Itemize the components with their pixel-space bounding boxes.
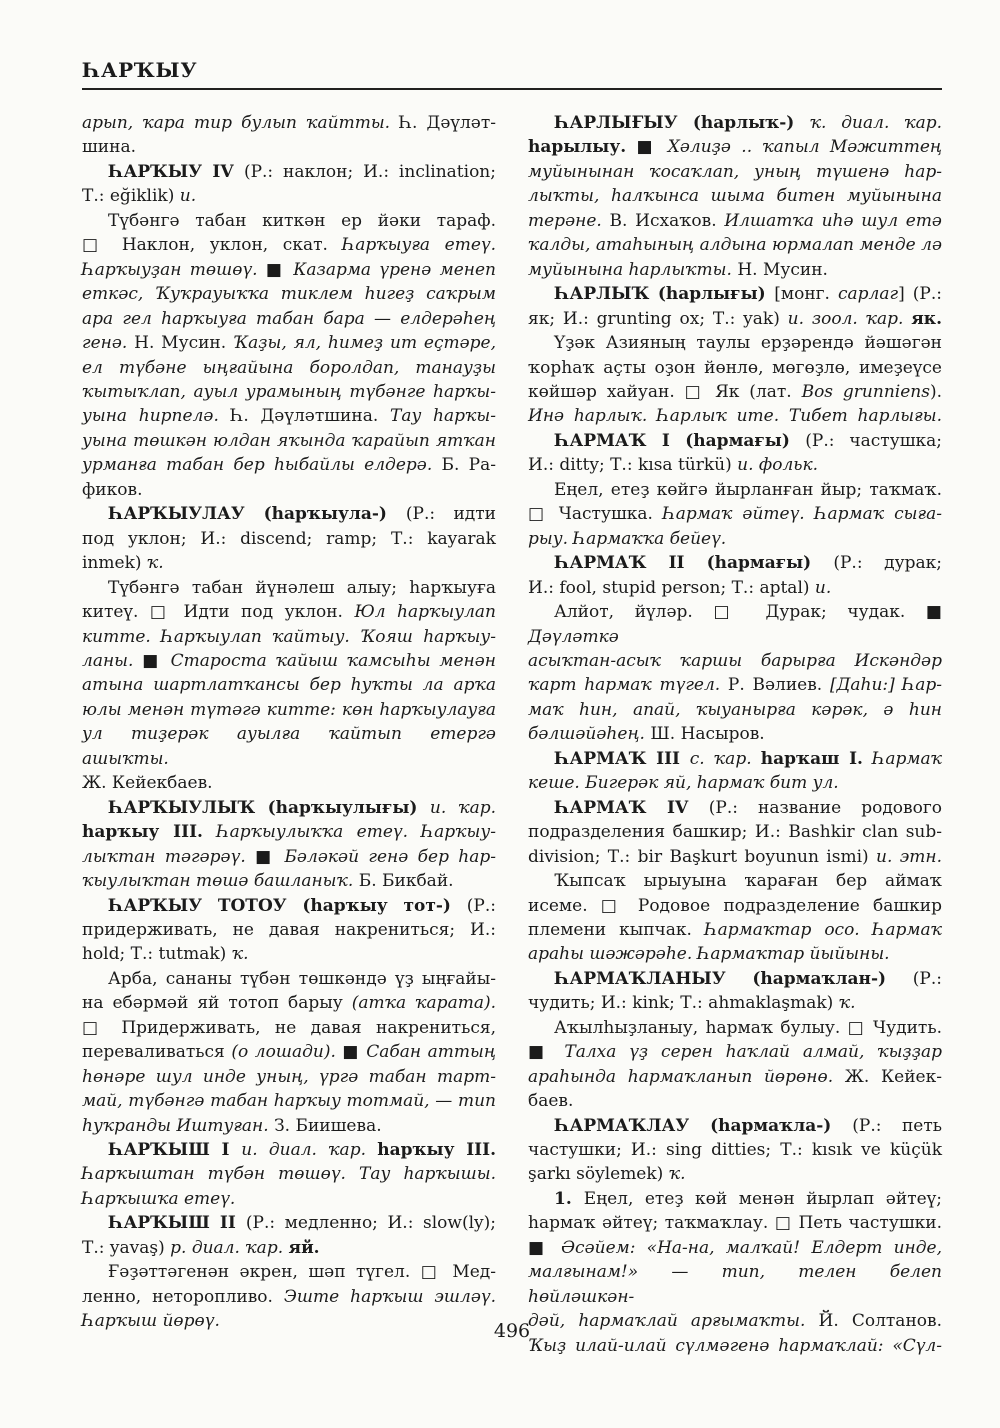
text-run: (о лошади). — [231, 1042, 336, 1063]
text-run: ҺАРҠЫУ IV — [108, 161, 244, 182]
text-run: Bos grunniens — [801, 381, 930, 402]
text-run: май, түбәнгә табан һарҡыу тотмай, — тип — [82, 1091, 496, 1112]
text-line — [528, 453, 942, 477]
text-line — [528, 673, 942, 697]
text-line — [82, 527, 496, 551]
text-run: Алйот, йүләр. □ Дурак; чудак. ■ — [554, 602, 942, 623]
text-line — [82, 918, 496, 942]
text-line — [82, 233, 496, 257]
text-line — [528, 1260, 942, 1309]
text-run: и. ҡар. — [429, 797, 496, 818]
text-line — [82, 160, 496, 184]
text-run: Һ. Дәүләт- — [390, 113, 496, 133]
text-run: Һармаҡ — [872, 748, 942, 769]
text-line — [528, 1089, 942, 1113]
text-line — [528, 551, 942, 575]
text-line — [528, 233, 942, 257]
text-run: Казарма үренә менеп — [293, 259, 497, 280]
text-run: придерживать, не давая накрениться; И.: — [82, 919, 496, 940]
text-line — [82, 478, 496, 502]
text-run: ■ — [528, 1042, 565, 1063]
text-line — [82, 991, 496, 1015]
text-run: ҺАРМАҠ IV — [554, 797, 709, 818]
text-run: Инә һарлыҡ. Һарлыҡ ите. Тибет һарлығы. — [528, 406, 942, 427]
text-run: ҡ. — [668, 1164, 686, 1185]
text-line — [528, 1114, 942, 1138]
text-run: Юл һарҡыулап — [354, 602, 497, 623]
text-line — [528, 649, 942, 673]
text-run: муйынынан ҡосаҡлап, уның түшенә һар- — [528, 161, 942, 182]
text-run: ҺАРМАҠ II (һармағы) — [554, 553, 834, 574]
text-run: □ Частушка. — [528, 504, 663, 525]
text-run: Н. Мусин. — [127, 333, 233, 354]
text-line — [528, 356, 942, 380]
text-run: малғынам!» — тип, телен белеп һөйләшкән- — [528, 1262, 942, 1307]
text-run: (Р.: дурак; — [833, 553, 942, 574]
text-run: (Р.: название родового — [708, 797, 942, 818]
text-run: Һармаҡ әйтеү. Һармаҡ сыға- — [663, 504, 942, 525]
text-line — [528, 429, 942, 453]
text-line — [82, 600, 496, 624]
text-line — [528, 698, 942, 722]
header-rule — [82, 88, 942, 90]
text-run: яй. — [288, 1237, 320, 1258]
text-run: һарҡыу III. — [377, 1140, 497, 1161]
text-run: племени кыпчак. — [528, 919, 705, 940]
text-line — [528, 991, 942, 1015]
text-run: як. — [911, 308, 942, 329]
text-line — [82, 673, 496, 697]
text-run: баев. — [528, 1091, 574, 1112]
text-line — [82, 869, 496, 893]
text-run: китеү. □ Идти под уклон. — [82, 602, 355, 623]
text-line — [82, 771, 496, 795]
text-line — [528, 918, 942, 942]
text-run: асыҡтан-асыҡ ҡаршы барырға Искәндәр — [528, 650, 942, 671]
text-line — [82, 1236, 496, 1260]
text-line — [528, 135, 942, 159]
text-line — [528, 1138, 942, 1162]
text-line — [528, 796, 942, 820]
text-run: Ҡаҙы, ял, һимеҙ ит еҫтәре, — [232, 333, 496, 354]
text-run: һарҡаш I. — [760, 748, 873, 769]
text-run: Ғәҙәттәгенән әкрен, шәп түгел. □ Мед- — [108, 1262, 496, 1283]
text-line — [528, 478, 942, 502]
text-line — [82, 1187, 496, 1211]
text-run: и. фольк. — [737, 455, 819, 476]
text-run: араһында һармаҡланып йөрөнө. — [528, 1066, 834, 1087]
text-line — [82, 1138, 496, 1162]
text-line — [528, 942, 942, 966]
text-run: Арба, сананы түбән төшкәндә үҙ ыңғайы- — [108, 968, 496, 989]
text-run: ул тиҙерәк ауылға ҡайтып етергә ашыҡты. — [82, 724, 496, 769]
text-line — [82, 820, 496, 844]
text-run: урманға табан бер һыбайлы елдерә. — [82, 455, 433, 476]
text-run: И.: ditty; Т.: kısa türkü) — [528, 455, 738, 476]
text-run: Һ. Дәүләтшина. — [218, 406, 390, 427]
text-run: Һарҡыштан түбән төшөү. Тау һарҡышы. — [82, 1164, 496, 1185]
text-run: ■ — [335, 1042, 367, 1063]
text-run: һарылыу. — [528, 137, 627, 158]
page-number: 496 — [493, 1320, 531, 1342]
text-run: һармаҡ әйтеү; таҡмаҡлау. □ Петь частушки. — [528, 1213, 942, 1234]
text-run: ҺАРҠЫШ II — [108, 1213, 246, 1234]
text-line — [82, 698, 496, 722]
text-line — [82, 282, 496, 306]
text-run: (Р.: наклон; И.: inclination; — [243, 161, 496, 182]
text-run: арып, ҡара тир булып ҡайтты. — [82, 113, 391, 133]
text-run: 1. — [554, 1188, 584, 1209]
text-run: З. Биишева. — [268, 1115, 382, 1136]
text-line — [82, 429, 496, 453]
text-line — [528, 404, 942, 428]
text-run: дәй, һармаҡлай арғымаҡты. — [528, 1311, 806, 1332]
text-run: ҺАРМАҠЛАУ (һармаҡла-) — [554, 1115, 853, 1136]
text-run: и. этн. — [876, 846, 943, 867]
text-run: (Р.: — [912, 968, 942, 989]
text-run: (Р.: петь — [852, 1115, 942, 1136]
text-run: и. зоол. ҡар. — [787, 308, 912, 329]
text-line — [528, 331, 942, 355]
text-run: и. — [814, 577, 832, 598]
text-run: лыҡтан тәгәрәү. — [82, 846, 246, 867]
text-run: ҡ. — [146, 553, 164, 574]
text-run: уына һирпелә. — [82, 406, 219, 427]
text-line — [528, 576, 942, 600]
text-line — [82, 551, 496, 575]
text-run: Түбәнгә табан йүнәлеш алыу; һарҡыуға — [108, 577, 496, 598]
text-run: Аҡылһыҙланыу, һармаҡ булыу. □ Чудить. — [554, 1017, 942, 1038]
text-line — [82, 1065, 496, 1089]
text-line — [528, 527, 942, 551]
text-run: ] (Р.: — [898, 284, 942, 305]
text-run: Дәүләткә — [528, 626, 619, 647]
text-run: сарлаг — [838, 284, 899, 305]
text-line — [82, 845, 496, 869]
text-run: ҡытыҡлап, ауыл урамының түбәнге һарҡы- — [82, 381, 496, 402]
text-run: Т.: yavaş) — [82, 1237, 171, 1258]
text-line — [82, 967, 496, 991]
text-run: (Р.: идти — [405, 504, 497, 525]
text-run: Түбәнгә табан киткән ер йәки тараф. — [108, 210, 496, 231]
text-run: частушки; И.: sing ditties; Т.: kısık ve küçük — [528, 1140, 942, 1161]
text-run: Еңел, етеҙ көйгә йырланған йыр; таҡмаҡ. — [554, 479, 942, 500]
text-run: Ж. Кейекбаев. — [82, 773, 213, 794]
text-run: як; И.: grunting ox; Т.: yak) — [528, 308, 788, 329]
text-run: подразделения башкир; И.: Bashkir clan sub- — [528, 822, 942, 843]
text-run: hold; Т.: tutmak) — [82, 944, 232, 965]
text-run: Сабан аттың — [366, 1042, 497, 1063]
text-run: Староста ҡайыш ҡамсыһы менән — [170, 650, 496, 671]
text-line — [82, 258, 496, 282]
text-run: араһы шәжәрәһе. Һармаҡтар йыйыны. — [528, 944, 890, 965]
text-run: под уклон; И.: discend; ramp; Т.: kayarak — [82, 528, 496, 549]
text-run: Б. Ра- — [432, 455, 496, 476]
text-run: Й. Солтанов. — [805, 1311, 942, 1332]
text-line — [528, 747, 942, 771]
text-line — [82, 1089, 496, 1113]
text-run: чудить; И.: kink; Т.: ahmaklaşmak) — [528, 993, 839, 1014]
text-run: һуҡранды Иштуған. — [82, 1115, 269, 1136]
text-run: ҺАРЛЫҠ (һарлығы) — [554, 284, 775, 305]
text-run: с. ҡар. — [689, 748, 761, 769]
text-run: ■ — [133, 650, 171, 671]
text-run: ). — [929, 381, 942, 402]
text-line — [528, 845, 942, 869]
text-run: ҺАРҠЫУ ТОТОУ (һарҡыу тот-) — [108, 895, 467, 916]
text-line — [528, 502, 942, 526]
text-line — [82, 1211, 496, 1235]
text-run: Эште һарҡыш эшләү. — [283, 1286, 496, 1307]
text-line — [528, 894, 942, 918]
text-line — [82, 1162, 496, 1186]
text-line — [82, 307, 496, 331]
text-line — [82, 576, 496, 600]
text-line — [528, 209, 942, 233]
text-run: Р. Вәлиев. — [720, 675, 830, 696]
text-run: Әсәйем: «На-на, малҡай! Елдерт инде, — [561, 1237, 942, 1258]
text-run: уына төшкән юлдан яҡында ҡарайып ятҡан — [82, 430, 496, 451]
text-line — [528, 722, 942, 746]
text-run: бәлшәйәһең. — [528, 724, 645, 745]
text-line — [82, 722, 496, 771]
text-run: ҡыулыҡтан төшә башланыҡ. — [82, 871, 354, 892]
text-run: ланы. — [82, 650, 134, 671]
text-line — [82, 404, 496, 428]
text-run: генә. — [82, 333, 128, 354]
text-run: Талха үҙ серен һаҡлай алмай, ҡыҙҙар — [564, 1042, 942, 1063]
text-line — [82, 625, 496, 649]
text-line — [528, 258, 942, 282]
text-run: (Р.: медленно; И.: slow(ly); — [245, 1213, 497, 1234]
text-run: муйынына һарлыҡты. — [528, 259, 732, 280]
left-column — [82, 111, 496, 1358]
text-run: ҺАРМАҠ III — [554, 748, 690, 769]
right-column — [528, 111, 942, 1358]
text-run: ■ — [257, 259, 294, 280]
text-line — [82, 796, 496, 820]
text-line — [82, 502, 496, 526]
text-run: переваливаться — [82, 1042, 232, 1063]
text-line — [528, 160, 942, 184]
text-run: Ш. Насыров. — [644, 724, 765, 745]
text-run: ҺАРҠЫУЛАУ (һарҡыула-) — [108, 504, 406, 525]
text-run: И.: fool, stupid person; Т.: aptal) — [528, 577, 815, 598]
text-line — [82, 135, 496, 159]
text-run: и. диал. ҡар. — [241, 1140, 378, 1161]
text-run: [монг. — [774, 284, 839, 305]
text-line — [528, 771, 942, 795]
text-line — [528, 1065, 942, 1089]
text-run: Һарҡыуҙан төшөү. — [82, 259, 258, 280]
text-run: ара гел һарҡыуға табан бара — елдерәһең — [82, 308, 496, 329]
text-run: китте. Һарҡыулап ҡайтыу. Ҡояш һарҡыу- — [82, 626, 496, 647]
text-line — [82, 453, 496, 477]
text-run: лыҡты, һалҡынса шыма битен муйынына — [528, 186, 942, 207]
text-run: Ж. Кейек- — [833, 1066, 942, 1087]
text-run: [Даһи:] Һар- — [829, 675, 942, 696]
text-run: ҺАРҠЫУЛЫҠ (һарҡыулығы) — [108, 797, 430, 818]
text-line — [528, 820, 942, 844]
text-line — [82, 184, 496, 208]
text-run: Һарҡыулыҡҡа етеү. Һарҡыу- — [216, 822, 496, 843]
text-line — [82, 649, 496, 673]
text-run: В. Исхаҡов. — [601, 210, 725, 231]
text-line — [528, 967, 942, 991]
text-run: şarkı söylemek) — [528, 1164, 669, 1185]
text-run: (атҡа ҡарата). — [351, 993, 496, 1014]
text-run: division; Т.: bir Başkurt boyunun ismi) — [528, 846, 877, 867]
text-run: атына шартлатҡансы бер һуҡты ла арҡа — [82, 675, 496, 696]
text-run: ■ — [528, 1237, 562, 1258]
text-line — [528, 1187, 942, 1211]
text-line — [82, 1016, 496, 1040]
text-line — [82, 209, 496, 233]
text-run: ҡ. — [838, 993, 856, 1014]
text-line — [82, 894, 496, 918]
text-run: ҺАРМАҠЛАНЫУ (һармаҡлан-) — [554, 968, 913, 989]
text-run: на ебәрмәй яй тотоп барыу — [82, 993, 352, 1014]
text-run: Б. Бикбай. — [353, 871, 454, 892]
text-run: Һармаҡтар осо. Һармаҡ — [704, 919, 942, 940]
text-run: Тау һарҡы- — [389, 406, 496, 427]
text-run: юлы менән түтәгә китте: көн һарҡыулауға — [82, 699, 496, 720]
text-line — [82, 331, 496, 355]
text-line — [528, 1040, 942, 1064]
text-run: inmek) — [82, 553, 147, 574]
text-line — [528, 1236, 942, 1260]
text-run: исеме. □ Родовое подразделение башкир — [528, 895, 942, 916]
text-run: Үҙәк Азияның таулы ерҙәрендә йәшәгән — [554, 333, 942, 354]
text-run: и. — [179, 186, 197, 207]
text-run: □ Наклон, уклон, скат. — [82, 235, 343, 256]
text-run: Еңел, етеҙ көй менән йырлап әйтеү; — [583, 1188, 942, 1209]
text-line — [82, 1114, 496, 1138]
text-line — [528, 307, 942, 331]
text-run: маҡ һин, апай, ҡыуанырға кәрәк, ә һин — [528, 699, 942, 720]
text-run: ҺАРЛЫҒЫУ (һарлыҡ-) — [554, 113, 810, 133]
text-run: ■ — [626, 137, 668, 158]
text-line — [528, 600, 942, 649]
text-line — [82, 1260, 496, 1284]
text-run: (Р.: — [466, 895, 496, 916]
text-run: Һарҡыш йөрөү. — [82, 1311, 220, 1332]
text-run: кеше. Бигерәк яй, һармаҡ бит ул. — [528, 773, 839, 794]
text-line — [528, 1211, 942, 1235]
text-line — [528, 282, 942, 306]
text-line — [82, 111, 496, 135]
text-run: ҡорһаҡ аҫты оҙон йөнлө, мөгөҙлө, имеҙеүсе — [528, 357, 942, 378]
text-run: (Р.: частушка; — [805, 430, 943, 451]
text-run: ҡалды, атаһының алдына юрмалап менде лә — [528, 235, 942, 256]
running-head: ҺАРҠЫУ — [82, 58, 198, 82]
text-run: ҡарт һармаҡ түгел. — [528, 675, 721, 696]
text-line — [82, 356, 496, 380]
text-run: терәне. — [528, 210, 602, 231]
text-line — [82, 1285, 496, 1309]
text-run: р. диал. ҡар. — [170, 1237, 289, 1258]
text-run: фиков. — [82, 479, 143, 500]
text-run: ■ — [245, 846, 285, 867]
text-line — [82, 942, 496, 966]
text-run: рыу. Һармаҡҡа бейеү. — [528, 528, 727, 549]
text-run: Бәләкәй генә бер һар- — [284, 846, 497, 867]
text-line — [528, 869, 942, 893]
text-run: Ҡыпсаҡ ырыуына ҡараған бер аймаҡ — [554, 871, 942, 892]
text-line — [528, 111, 942, 135]
text-run: ҺАРМАҠ I (һармағы) — [554, 430, 806, 451]
text-run: Һарҡыуға етеү. — [342, 235, 496, 256]
text-run: ҡ. — [231, 944, 249, 965]
text-run: көйшәр хайуан. □ Як (лат. — [528, 381, 802, 402]
text-run: һарҡыу III. — [82, 822, 217, 843]
text-run: □ Придерживать, не давая накрениться, — [82, 1017, 496, 1038]
text-line — [528, 1016, 942, 1040]
text-line — [82, 1040, 496, 1064]
text-run: Хәлиҙә .. ҡапыл Мәжиттең — [667, 137, 942, 158]
text-run: Н. Мусин. — [731, 259, 828, 280]
text-run: Илшатҡа иһә шул етә — [724, 210, 942, 231]
text-run: еткәс, Ҡуҡрауыҡҡа тиклем һигеҙ саҡрым — [82, 284, 496, 305]
text-run: Һарҡышҡа етеү. — [82, 1188, 236, 1209]
text-run: Ҡыҙ илай-илай сүлмәгенә һармаҡлай: «Сүл- — [528, 1335, 942, 1356]
text-run: Т.: eğiklik) — [82, 186, 180, 207]
text-run: ҡ. диал. ҡар. — [809, 113, 942, 133]
text-run: ҺАРҠЫШ I — [108, 1140, 242, 1161]
text-run: шина. — [82, 137, 137, 158]
text-run: ленно, неторопливо. — [82, 1286, 284, 1307]
text-run: ел түбәне ыңғайына боролдап, танауҙы — [82, 357, 496, 378]
text-line — [528, 380, 942, 404]
text-line — [528, 1162, 942, 1186]
text-line — [528, 184, 942, 208]
text-line — [82, 380, 496, 404]
text-run: һөнәре шул инде уның, үргә табан тарт- — [82, 1066, 496, 1087]
text-columns — [82, 111, 942, 1358]
